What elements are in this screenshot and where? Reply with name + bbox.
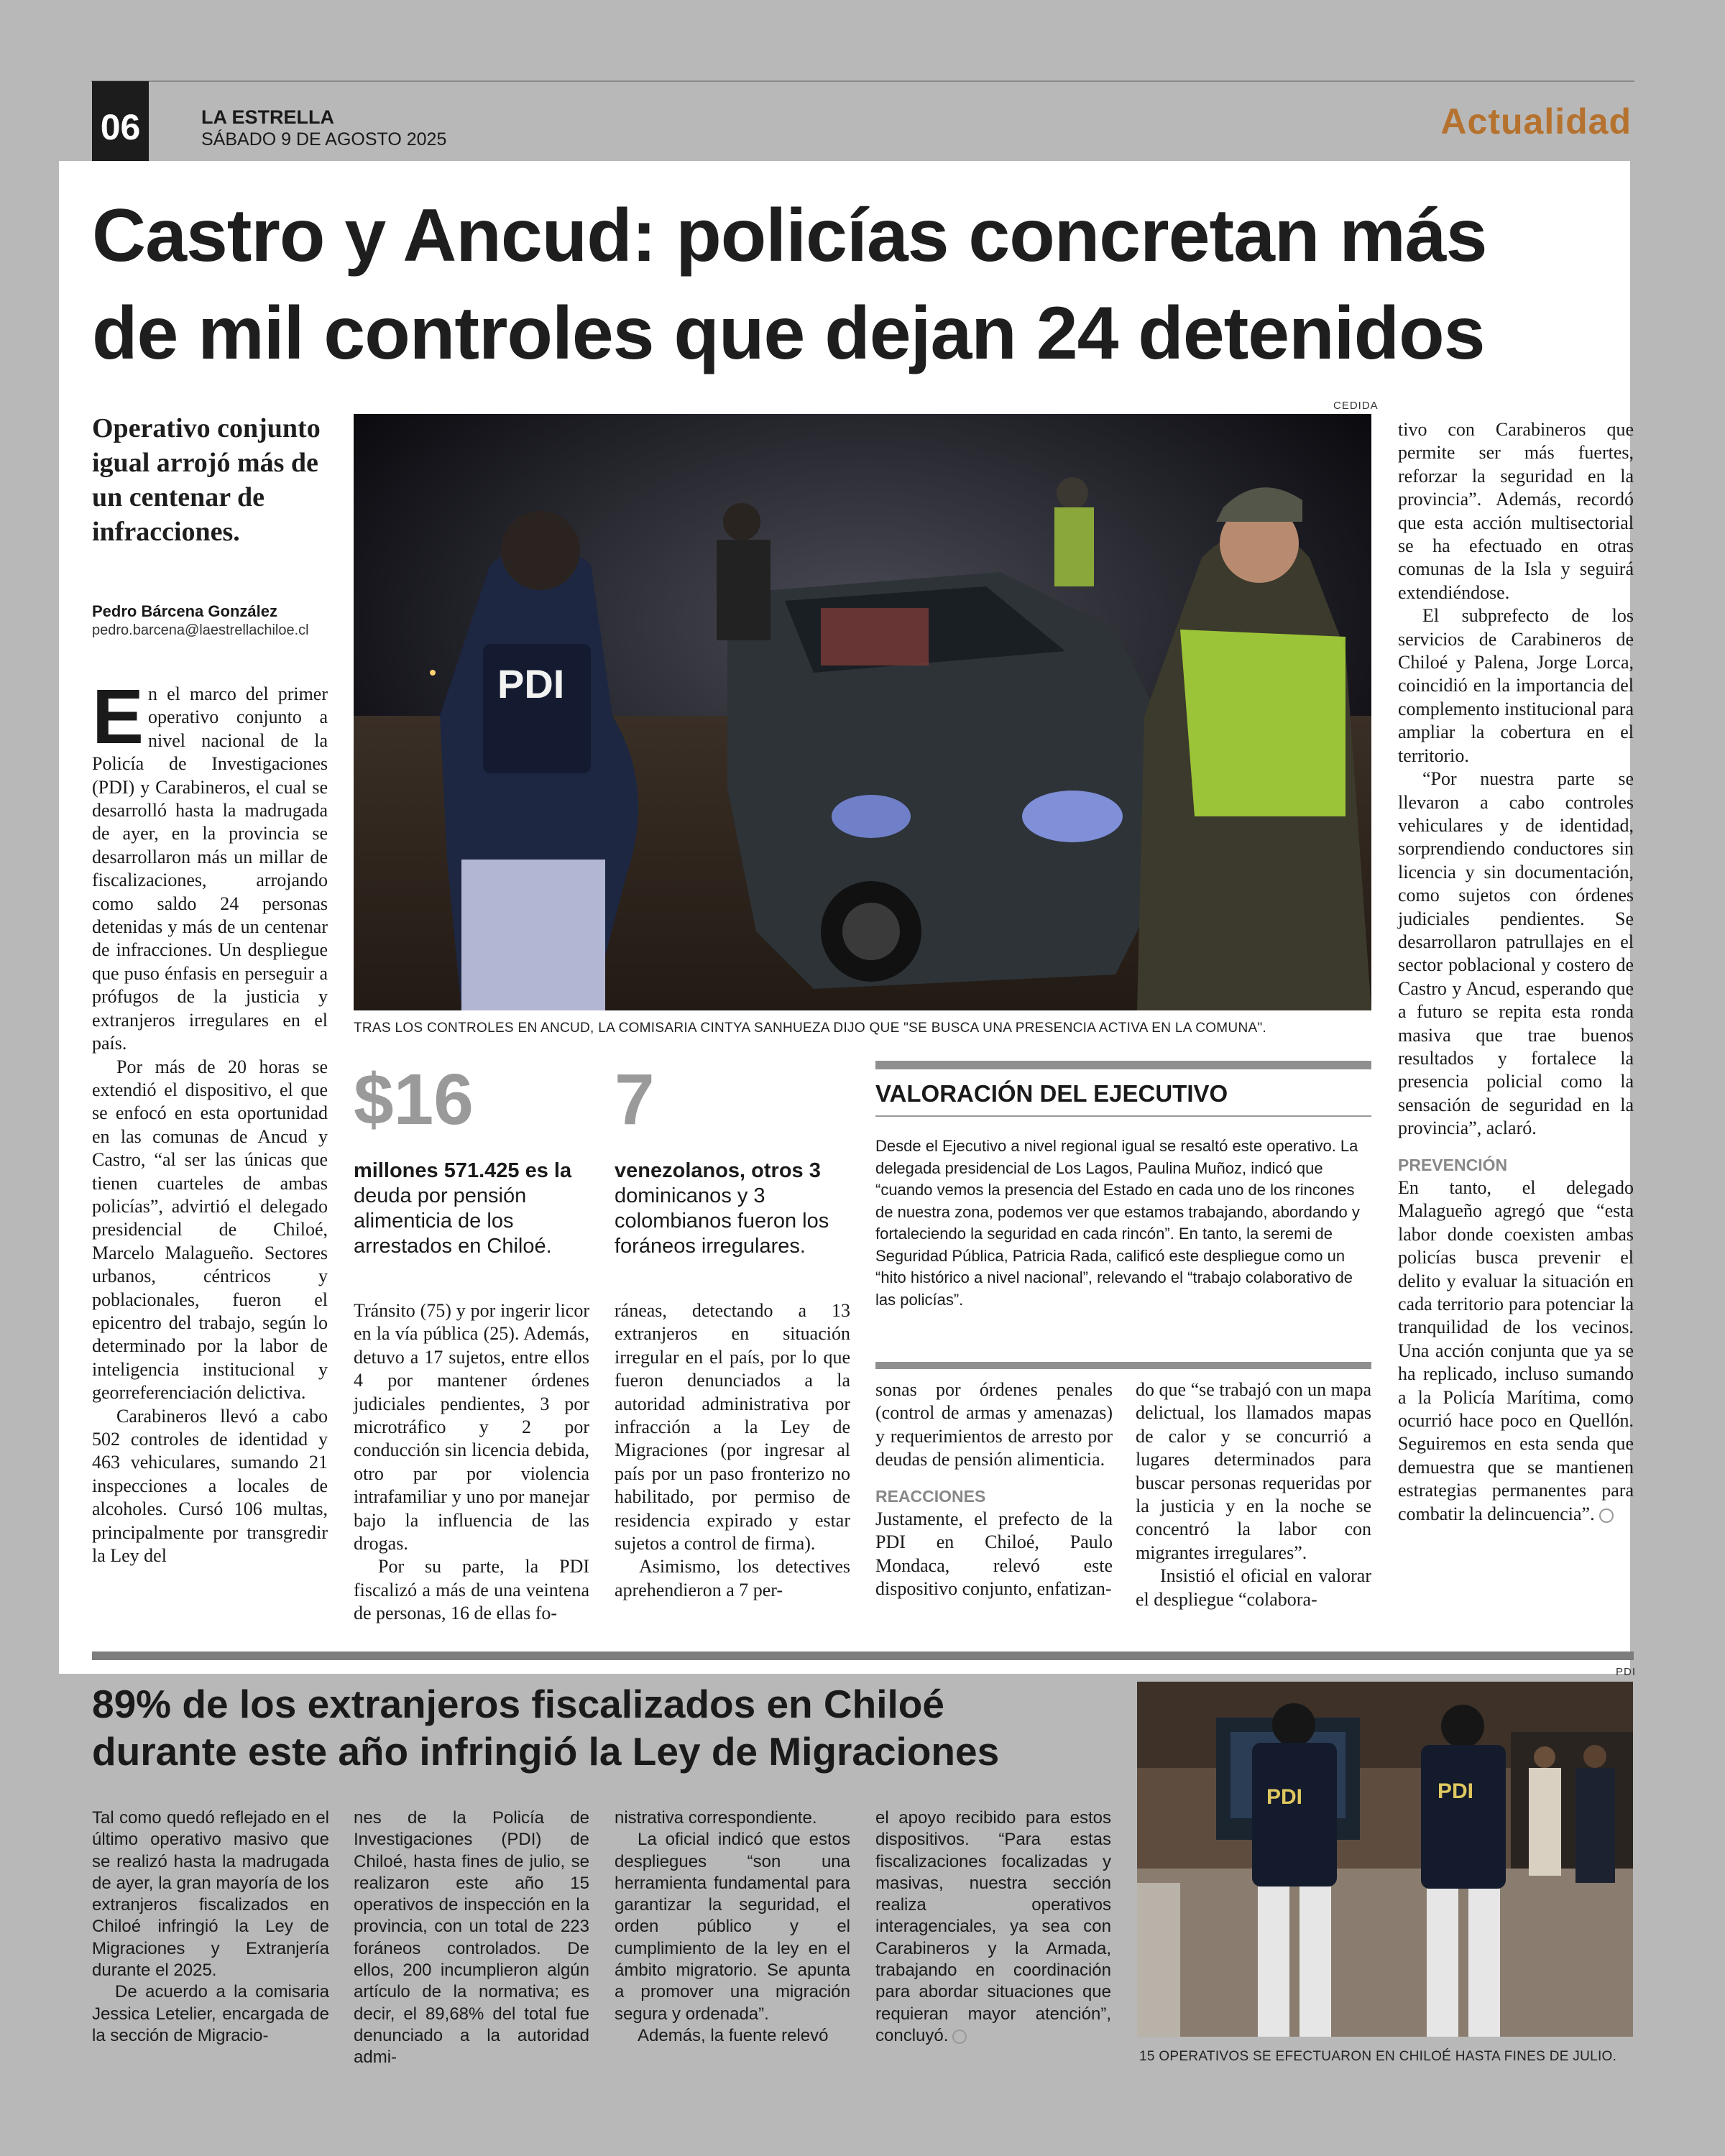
second-column-2 bbox=[354, 1807, 589, 2069]
second-headline-line2: durante este año infringió la Ley de Migraciones bbox=[92, 1729, 1000, 1774]
box-title-rule bbox=[875, 1115, 1371, 1117]
factoid-1-bold: millones 571.425 es la bbox=[354, 1159, 572, 1182]
paragraph: sonas por órdenes penales (control de armas y amenazas) y requerimientos de arresto por deudas de pensión alimenticia. bbox=[875, 1379, 1113, 1470]
subhead-prevencion: PREVENCIÓN bbox=[1398, 1155, 1508, 1174]
second-headline bbox=[92, 1680, 1098, 1775]
paragraph: Por su parte, la PDI fiscalizó a más de una veintena de personas, 16 de ellas fo- bbox=[354, 1556, 589, 1624]
paragraph-text: En tanto, el delegado Malagueño agregó que “esta labor donde coexisten ambas policías busca prevenir el delito y evaluar la situación en cada territorio para potenciar la tranquilidad de los vecinos. Una acción conjunta que ya se ha replicado, incluso sumando a la Policía Marítima, como ocurrió hace poco en Quellón. Seguiremos en esta senda que demuestra que se mantienen estrategias permanentes para combatir la delincuencia”. bbox=[1398, 1177, 1634, 1524]
second-photo bbox=[1137, 1682, 1633, 2037]
box-top-rule bbox=[875, 1061, 1371, 1069]
paragraph: nes de la Policía de Investigaciones (PDI) de Chiloé, hasta fines de julio, se realizaron este año 15 operativos de inspección en la provincia, con un total de 223 foráneos controlados. De ellos, 200 incumplieron algún artículo de la normativa; es decir, el 89,68% del total fue denunciado a la autoridad admi- bbox=[354, 1808, 589, 2068]
paragraph: ráneas, detectando a 13 extranjeros en situación irregular en el país, por lo que fueron denunciados a la autoridad administrativa por infracción a la Ley de Migraciones (por ingresar al país por un paso fronterizo no habilitado, por permiso de residencia expirado y estar sujetos a control de firma). bbox=[615, 1300, 850, 1554]
body-column-4 bbox=[875, 1378, 1113, 1601]
subhead-reacciones: REACCIONES bbox=[875, 1486, 986, 1506]
paragraph: De acuerdo a la comisaria Jessica Letelier, encargada de la sección de Migracio- bbox=[92, 1982, 329, 2045]
paragraph: Insistió el oficial en valorar el despliegue “colabora- bbox=[1136, 1565, 1371, 1610]
second-column-1 bbox=[92, 1807, 329, 2047]
paragraph: Además, la fuente relevó bbox=[638, 2025, 829, 2045]
body-column-3 bbox=[615, 1299, 850, 1602]
main-photo bbox=[354, 414, 1371, 1010]
paragraph: La oficial indicó que estos despliegues “son una herramienta fundamental para garantizar la seguridad, el orden público y el cumplimiento de la ley en el ámbito migratorio. Se apunta a promover una migración segura y ordenada”. bbox=[615, 1830, 850, 2024]
paragraph bbox=[92, 673, 328, 1056]
paragraph bbox=[875, 1807, 1111, 2047]
deck: Operativo conjunto igual arrojó más de un centenar de infracciones. bbox=[92, 413, 321, 547]
second-column-3 bbox=[615, 1807, 850, 2047]
author-name: Pedro Bárcena González bbox=[92, 602, 277, 620]
second-photo-credit: PDI bbox=[1616, 1666, 1637, 1678]
police-checkpoint-photo bbox=[354, 414, 1371, 1010]
photo-credit: CEDIDA bbox=[1333, 400, 1379, 412]
body-column-6 bbox=[1398, 418, 1634, 1526]
second-column-4 bbox=[875, 1807, 1111, 2047]
main-headline-line1: Castro y Ancud: policías concretan más bbox=[92, 194, 1487, 277]
box-text: Desde el Ejecutivo a nivel regional igual se resaltó este operativo. La delegada presidencial de Los Lagos, Paulina Muñoz, indicó que “cuando vemos la presencia del Estado en cada uno de los rincones de nuestra zona, podemos ver que estamos trabajando, abordando y fortaleciendo la seguridad en cada rincón”. En tanto, la seremi de Seguridad Pública, Patricia Rada, calificó este despliegue como un “hito histórico a nivel nacional”, relevando el “trabajo colaborativo de las policías”. bbox=[875, 1137, 1360, 1309]
factoid-1-text: deuda por pensión alimenticia de los arrestados en Chiloé. bbox=[354, 1184, 552, 1258]
main-headline-line2: de mil controles que dejan 24 detenidos bbox=[92, 292, 1485, 375]
body-column-2 bbox=[354, 1299, 589, 1626]
paragraph: Tal como quedó reflejado en el último operativo masivo que se realizó hasta la madrugada de ayer, la gran mayoría de los extranjeros fiscalizados en Chiloé infringió la Ley de Migraciones y Extranjería durante el 2025. bbox=[92, 1808, 329, 1981]
factoid-1-number: $16 bbox=[354, 1059, 474, 1140]
factoid-1 bbox=[354, 1158, 584, 1259]
publication-name: LA ESTRELLA bbox=[201, 106, 334, 128]
page-number: 06 bbox=[92, 81, 149, 173]
publication-date: SÁBADO 9 DE AGOSTO 2025 bbox=[201, 129, 447, 149]
factoid-2-number: 7 bbox=[615, 1059, 655, 1140]
box-title: VALORACIÓN DEL EJECUTIVO bbox=[875, 1080, 1228, 1107]
paragraph: Tránsito (75) y por ingerir licor en la vía pública (25). Además, detuvo a 17 sujetos, entre ellos 4 por mantener órdenes judiciales pendientes, 3 por microtráfico y 2 por conducción sin licencia debida, otro par por violencia intrafamiliar y uno por manejar bajo la influencia de las drogas. bbox=[354, 1300, 589, 1554]
paragraph: El subprefecto de los servicios de Carabineros de Chiloé y Palena, Jorge Lorca, coincidió en la importancia del complemento institucional para ampliar la cobertura en el territorio. bbox=[1398, 605, 1634, 766]
paragraph: nistrativa correspondiente. bbox=[615, 1808, 817, 1828]
paragraph: Asimismo, los detectives aprehendieron a 7 per- bbox=[615, 1556, 850, 1600]
story-separator bbox=[92, 1651, 1634, 1660]
second-photo-caption: 15 OPERATIVOS SE EFECTUARON EN CHILOÉ HASTA FINES DE JULIO. bbox=[1139, 2049, 1617, 2064]
main-photo-caption: TRAS LOS CONTROLES EN ANCUD, LA COMISARIA CINTYA SANHUEZA DIJO QUE "SE BUSCA UNA PRESENCIA ACTIVA EN LA COMUNA". bbox=[354, 1021, 1267, 1036]
factoid-2 bbox=[615, 1158, 859, 1259]
pdi-officers-photo bbox=[1137, 1682, 1633, 2037]
paragraph: Carabineros llevó a cabo 502 controles de identidad y 463 vehiculares, sumando 21 inspecciones a locales de alcoholes. Cursó 106 multas, principalmente por transgredir la Ley del bbox=[92, 1405, 328, 1567]
section-label: Actualidad bbox=[1440, 101, 1632, 142]
factoid-2-bold: venezolanos, otros 3 bbox=[615, 1159, 821, 1182]
paragraph: Por más de 20 horas se extendió el dispositivo, el que se enfocó en esta oportunidad en las comunas de Ancud y Castro, “al ser las únicas que tienen cuarteles de ambas policías”, advirtió el delegado presidencial de Chiloé, Marcelo Malagueño. Sectores urbanos, céntricos y poblacionales, fueron el epicentro del trabajo, según lo determinado por la labor de inteligencia institucional y georreferenciación delictiva. bbox=[92, 1056, 328, 1404]
paragraph: “Por nuestra parte se llevaron a cabo controles vehiculares y de identidad, sorprendiendo conductores sin licencia y sin documentación, como sujetos con órdenes judiciales pendientes. Se desarrollaron patrullajes en el sector poblacional y costero de Castro y Ancud, esperando que a futuro se repita esta ronda masiva que trae buenos resultados y fortalece la presencia policial como la sensación de seguridad en la provincia”, aclaró. bbox=[1398, 768, 1634, 1139]
paragraph-text: n el marco del primer operativo conjunto a nivel nacional de la Policía de Investigaciones (PDI) y Carabineros, el cual se desarrolló hasta la madrugada de ayer, en la provincia se desarrollaron más un millar de fiscalizaciones, arrojando como saldo 24 personas detenidas y más de un centenar de infracciones. Un despliegue que puso énfasis en perseguir a prófugos de la justicia y extranjeros irregulares en el país. bbox=[92, 683, 328, 1054]
svg-text:PDI: PDI bbox=[1266, 1785, 1303, 1809]
author-email: pedro.barcena@laestrellachiloe.cl bbox=[92, 622, 309, 638]
svg-text:PDI: PDI bbox=[1438, 1779, 1474, 1803]
paragraph: Justamente, el prefecto de la PDI en Chiloé, Paulo Mondaca, relevó este dispositivo conjunto, enfatizan- bbox=[875, 1508, 1113, 1600]
box-bottom-rule bbox=[875, 1362, 1371, 1369]
second-headline-line1: 89% de los extranjeros fiscalizados en Chiloé bbox=[92, 1682, 944, 1726]
body-column-5 bbox=[1136, 1378, 1371, 1611]
body-column-1 bbox=[92, 673, 328, 1567]
paragraph: do que “se trabajó con un mapa delictual, los llamados mapas de calor y se concurrió a lugares determinados para buscar personas requeridas por la justicia y en la noche se concentró la labor con migrantes irregulares”. bbox=[1136, 1379, 1371, 1563]
end-mark-icon bbox=[952, 2030, 967, 2044]
svg-text:PDI: PDI bbox=[497, 661, 565, 706]
paragraph: tivo con Carabineros que permite ser más fuertes, reforzar la seguridad en la provincia”. Además, recordó que esta acción multisectorial se ha efectuado en otras comunas de la Isla y seguirá extendiéndose. bbox=[1398, 419, 1634, 603]
paragraph bbox=[1398, 1176, 1634, 1526]
paragraph-text: el apoyo recibido para estos dispositivos. “Para estas fiscalizaciones focalizadas y masivas, nuestra sección realiza operativos interagenciales, ya sea con Carabineros y la Armada, trabajando en coordinación para abordar situaciones que requieran mayor atención”, concluyó. bbox=[875, 1808, 1111, 2045]
header-rule bbox=[91, 80, 1634, 82]
main-headline bbox=[92, 187, 1630, 382]
drop-cap: E bbox=[92, 673, 144, 760]
factoid-2-text: dominicanos y 3 colombianos fueron los foráneos irregulares. bbox=[615, 1184, 829, 1258]
end-mark-icon bbox=[1599, 1508, 1614, 1523]
